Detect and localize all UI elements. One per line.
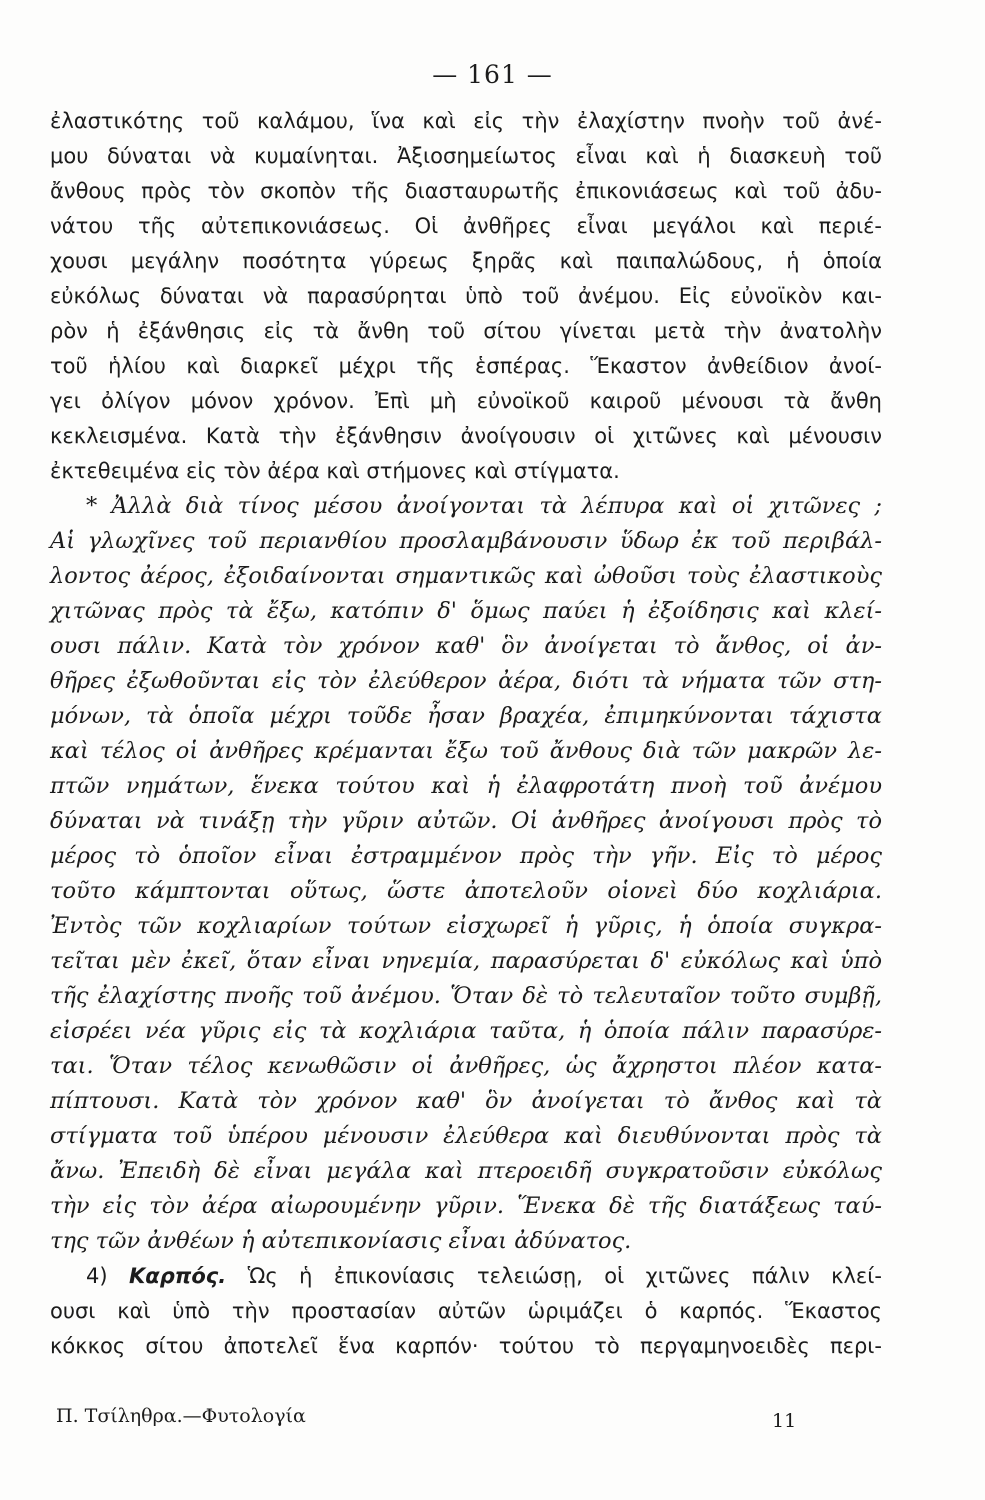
section-heading: Καρπός.: [129, 1264, 227, 1288]
text-line-rest: Ὡς ἡ ἐπικονίασις τελειώσῃ, οἱ χιτῶνες πάλιν κλεί-: [247, 1264, 882, 1288]
text-line: [50, 1259, 882, 1294]
text-line: εἰσρέει νέα γῦρις εἰς τὰ κοχλιάρια ταῦτα, ἡ ὁποία πάλιν παρασύρε-: [50, 1018, 882, 1044]
page-number: — 161 —: [432, 60, 553, 89]
text-line: τοῦ ἡλίου καὶ διαρκεῖ μέχρι τῆς ἑσπέρας. Ἕκαστον ἀνθείδιον ἀνοί-: [50, 354, 882, 378]
text-line: μέρος τὸ ὁποῖον εἶναι ἐστραμμένον πρὸς τὴν γῆν. Εἰς τὸ μέρος: [50, 843, 882, 869]
text-line: ουσι πάλιν. Κατὰ τὸν χρόνον καθ' ὃν ἀνοίγεται τὸ ἄνθος, οἱ ἀν-: [50, 633, 882, 659]
text-line: κόκκος σίτου ἀποτελεῖ ἕνα καρπόν· τούτου τὸ περγαμηνοειδὲς περι-: [50, 1334, 882, 1358]
text-line: χιτῶνας πρὸς τὰ ἔξω, κατόπιν δ' ὅμως παύει ἡ ἐξοίδησις καὶ κλεί-: [50, 598, 882, 624]
text-line: ἐλαστικότης τοῦ καλάμου, ἵνα καὶ εἰς τὴν ἐλαχίστην πνοὴν τοῦ ἀνέ-: [50, 109, 882, 133]
text-line: πτῶν νημάτων, ἕνεκα τούτου καὶ ἡ ἐλαφροτάτη πνοὴ τοῦ ἀνέμου: [50, 773, 882, 799]
text-line: πίπτουσι. Κατὰ τὸν χρόνον καθ' ὃν ἀνοίγεται τὸ ἄνθος καὶ τὰ: [50, 1088, 882, 1114]
section-number: 4): [86, 1264, 108, 1288]
text-line: θῆρες ἐξωθοῦνται εἰς τὸν ἐλεύθερον ἀέρα, διότι τὰ νήματα τῶν στη-: [50, 668, 882, 694]
text-line: * Ἀλλὰ διὰ τίνος μέσου ἀνοίγονται τὰ λέπυρα καὶ οἱ χιτῶνες ;: [86, 493, 882, 519]
text-line: νάτου τῆς αὐτεπικονιάσεως. Οἱ ἀνθῆρες εἶναι μεγάλοι καὶ περιέ-: [50, 214, 882, 238]
text-line: λοντος ἀέρος, ἐξοιδαίνονται σημαντικῶς καὶ ὠθοῦσι τοὺς ἐλαστικοὺς: [50, 563, 882, 589]
text-line: κεκλεισμένα. Κατὰ τὴν ἐξάνθησιν ἀνοίγουσιν οἱ χιτῶνες καὶ μένουσιν: [50, 424, 882, 448]
text-line: τεῖται μὲν ἐκεῖ, ὅταν εἶναι νηνεμία, παρασύρεται δ' εὐκόλως καὶ ὑπὸ: [50, 948, 882, 974]
text-line: ρὸν ἡ ἐξάνθησις εἰς τὰ ἄνθη τοῦ σίτου γίνεται μετὰ τὴν ἀνατολὴν: [50, 319, 882, 343]
text-line: χουσι μεγάλην ποσότητα γύρεως ξηρᾶς καὶ παιπαλώδους, ἡ ὁποία: [50, 249, 882, 273]
paragraph-italic: [50, 489, 882, 1259]
paragraph-fruit: [50, 1259, 882, 1364]
text-line: δύναται νὰ τινάξῃ τὴν γῦριν αὐτῶν. Οἱ ἀνθῆρες ἀνοίγουσι πρὸς τὸ: [50, 808, 882, 834]
footer-signature: Π. Τσίληθρα.—Φυτολογία: [56, 1405, 306, 1427]
text-line: ται. Ὅταν τέλος κενωθῶσιν οἱ ἀνθῆρες, ὡς ἄχρηστοι πλέον κατα-: [50, 1053, 882, 1079]
text-line: μόνων, τὰ ὁποῖα μέχρι τοῦδε ἦσαν βραχέα, ἐπιμηκύνονται τάχιστα: [50, 703, 882, 729]
text-line: της τῶν ἀνθέων ἡ αὐτεπικονίασις εἶναι ἀδύνατος.: [50, 1228, 632, 1254]
text-line: στίγματα τοῦ ὑπέρου μένουσιν ἐλεύθερα καὶ διευθύνονται πρὸς τὰ: [50, 1123, 882, 1149]
text-line: τὴν εἰς τὸν ἀέρα αἰωρουμένην γῦριν. Ἕνεκα δὲ τῆς διατάξεως ταύ-: [50, 1193, 882, 1219]
text-line: τῆς ἐλαχίστης πνοῆς τοῦ ἀνέμου. Ὅταν δὲ τὸ τελευταῖον τοῦτο συμβῇ,: [50, 983, 882, 1009]
text-line: γει ὀλίγον μόνον χρόνον. Ἐπὶ μὴ εὐνοϊκοῦ καιροῦ μένουσι τὰ ἄνθη: [50, 389, 882, 413]
paragraph-upright-1: [50, 104, 882, 489]
text-line: τοῦτο κάμπτονται οὕτως, ὥστε ἀποτελοῦν οἱονεὶ δύο κοχλιάρια.: [50, 878, 882, 904]
text-line: ἐκτεθειμένα εἰς τὸν ἀέρα καὶ στήμονες καὶ στίγματα.: [50, 459, 620, 483]
main-text: [50, 104, 882, 1364]
footer-sheet-number: 11: [772, 1410, 797, 1432]
text-line: καὶ τέλος οἱ ἀνθῆρες κρέμανται ἔξω τοῦ ἄνθους διὰ τῶν μακρῶν λε-: [50, 738, 882, 764]
text-line: Αἱ γλωχῖνες τοῦ περιανθίου προσλαμβάνουσιν ὕδωρ ἐκ τοῦ περιβάλ-: [50, 528, 882, 554]
text-line: ἄνθους πρὸς τὸν σκοπὸν τῆς διασταυρωτῆς ἐπικονιάσεως καὶ τοῦ ἀδυ-: [50, 179, 882, 203]
text-line: εὐκόλως δύναται νὰ παρασύρηται ὑπὸ τοῦ ἀνέμου. Εἰς εὐνοϊκὸν και-: [50, 284, 882, 308]
text-line: ἄνω. Ἐπειδὴ δὲ εἶναι μεγάλα καὶ πτεροειδῆ συγκρατοῦσιν εὐκόλως: [50, 1158, 882, 1184]
text-line: ουσι καὶ ὑπὸ τὴν προστασίαν αὐτῶν ὡριμάζει ὁ καρπός. Ἕκαστος: [50, 1299, 882, 1323]
text-line: Ἐντὸς τῶν κοχλιαρίων τούτων εἰσχωρεῖ ἡ γῦρις, ἡ ὁποία συγκρα-: [50, 913, 882, 939]
text-line: μου δύναται νὰ κυμαίνηται. Ἀξιοσημείωτος εἶναι καὶ ἡ διασκευὴ τοῦ: [50, 144, 882, 168]
